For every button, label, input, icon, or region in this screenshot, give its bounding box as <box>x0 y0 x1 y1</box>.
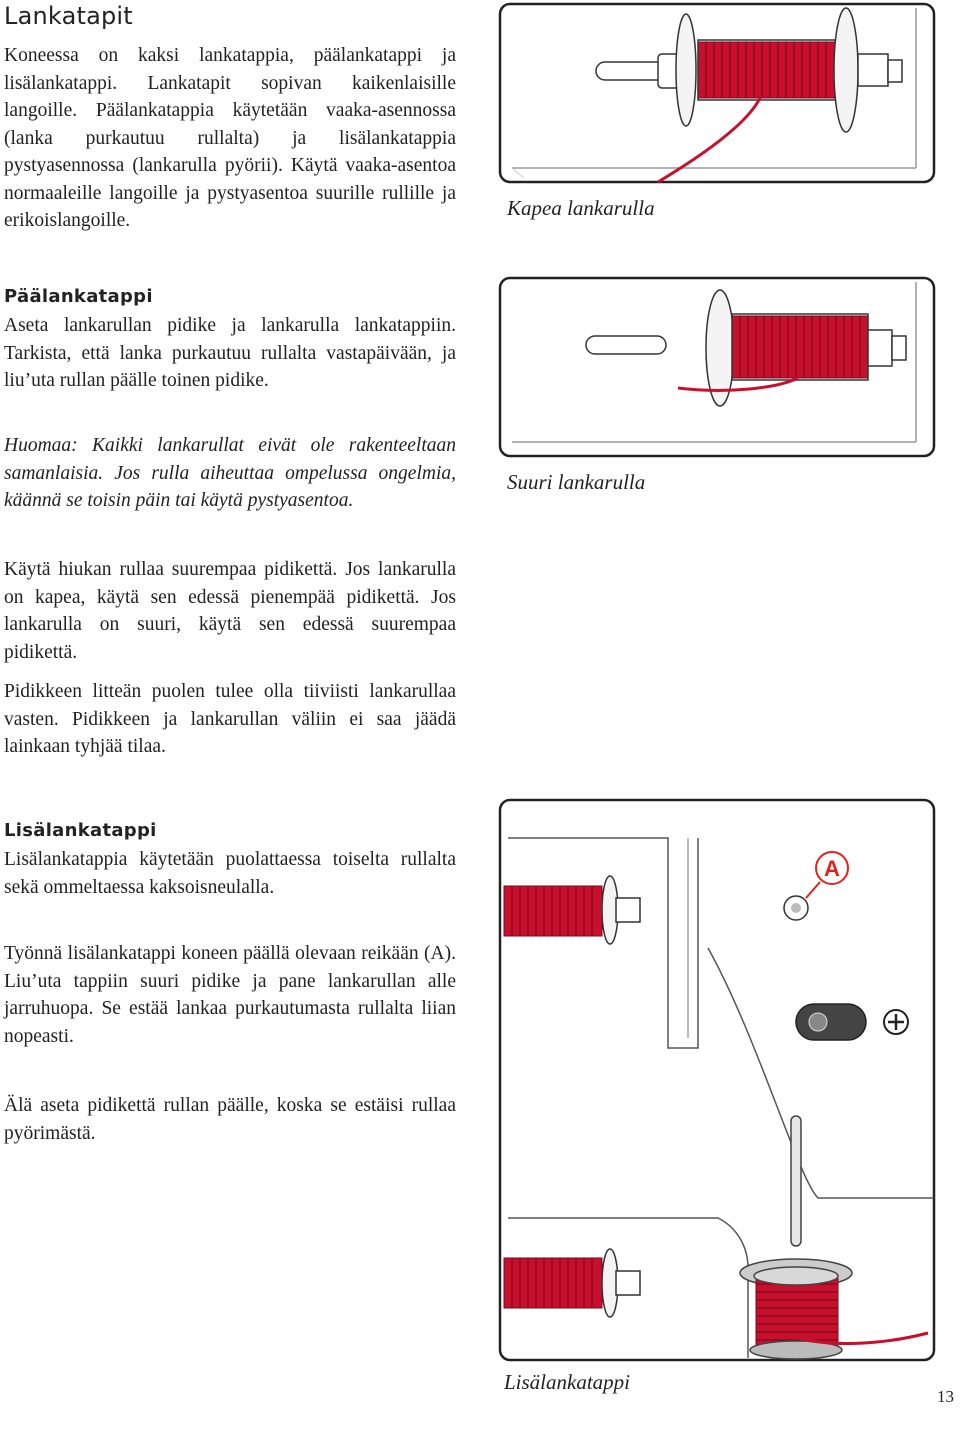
aux-pin-paragraph-1: Lisälankatappia käytetään puolattaessa toiselta rullalta sekä ommeltaessa kaksoisneulalla. <box>4 849 456 898</box>
narrow-spool-figure <box>498 2 938 187</box>
aux-pin-figure <box>498 798 938 1363</box>
aux-pin-caption: Lisälankatappi <box>504 1370 631 1394</box>
narrow-spool-caption: Kapea lankarulla <box>507 196 655 220</box>
large-spool-figure <box>498 276 938 461</box>
aux-pin-paragraph-2: Työnnä lisälankatappi koneen päällä olevaan reikään (A). Liu’uta tappiin suuri pidike ja pane lankarullan alle jarruhuopa. Se estää lankaa purkautumasta rullalta liian nopeasti. <box>4 943 456 1047</box>
aux-pin-paragraph-3: Älä aseta pidikettä rullan päälle, koska se estäisi rullaa pyörimästä. <box>4 1095 456 1144</box>
page-title: Lankatapit <box>4 2 133 30</box>
large-spool-caption: Suuri lankarulla <box>507 470 646 494</box>
intro-paragraph: Koneessa on kaksi lankatappia, päälankatappi ja lisälankatappi. Lankatapit sopivan kaikenlaisille langoille. Päälankatappia käytetään vaaka-asennossa (lanka purkautuu rullalta) ja lisälankatappia pystyasennossa (lankarulla pyörii). Käytä vaaka-asentoa normaaleille langoille ja pystyasentoa suurille rullille ja erikoislangoille. <box>4 45 456 231</box>
slot-icon <box>796 1004 866 1040</box>
spool-holder-icon <box>706 290 734 406</box>
page-number: 13 <box>937 1387 954 1406</box>
aux-pin-heading: Lisälankatappi <box>4 820 157 841</box>
main-pin-note: Huomaa: Kaikki lankarullat eivät ole rakenteeltaan samanlaisia. Jos rulla aiheuttaa ompelussa ongelmia, käännä se toisin päin tai käytä pystyasentoa. <box>4 435 456 511</box>
thread-spool-icon <box>698 42 838 98</box>
vertical-thread-spool-icon <box>756 1276 838 1348</box>
main-pin-paragraph-1: Aseta lankarullan pidike ja lankarulla lankatappiin. Tarkista, että lanka purkautuu rullalta vastapäivään, ja liu’uta rullan päälle toinen pidike. <box>4 315 456 391</box>
thread-spool-icon <box>732 316 868 378</box>
thread-spool-icon <box>504 886 602 936</box>
main-pin-paragraph-2: Käytä hiukan rullaa suurempaa pidikettä. Jos lankarulla on kapea, käytä sen edessä pienempää pidikettä. Jos lankarulla on suuri, käytä sen edessä suurempaa pidikettä. <box>4 559 456 663</box>
main-pin-paragraph-3: Pidikkeen litteän puolen tulee olla tiiviisti lankarullaa vasten. Pidikkeen ja lankarullan väliin ei saa jäädä lainkaan tyhjää tilaa. <box>4 681 456 757</box>
main-pin-heading: Päälankatappi <box>4 286 153 307</box>
spool-holder-icon <box>676 14 696 126</box>
callout-a-label: A <box>824 856 840 881</box>
aux-pin-icon <box>791 1116 801 1246</box>
pin-icon <box>596 62 666 80</box>
pin-icon <box>586 336 666 354</box>
